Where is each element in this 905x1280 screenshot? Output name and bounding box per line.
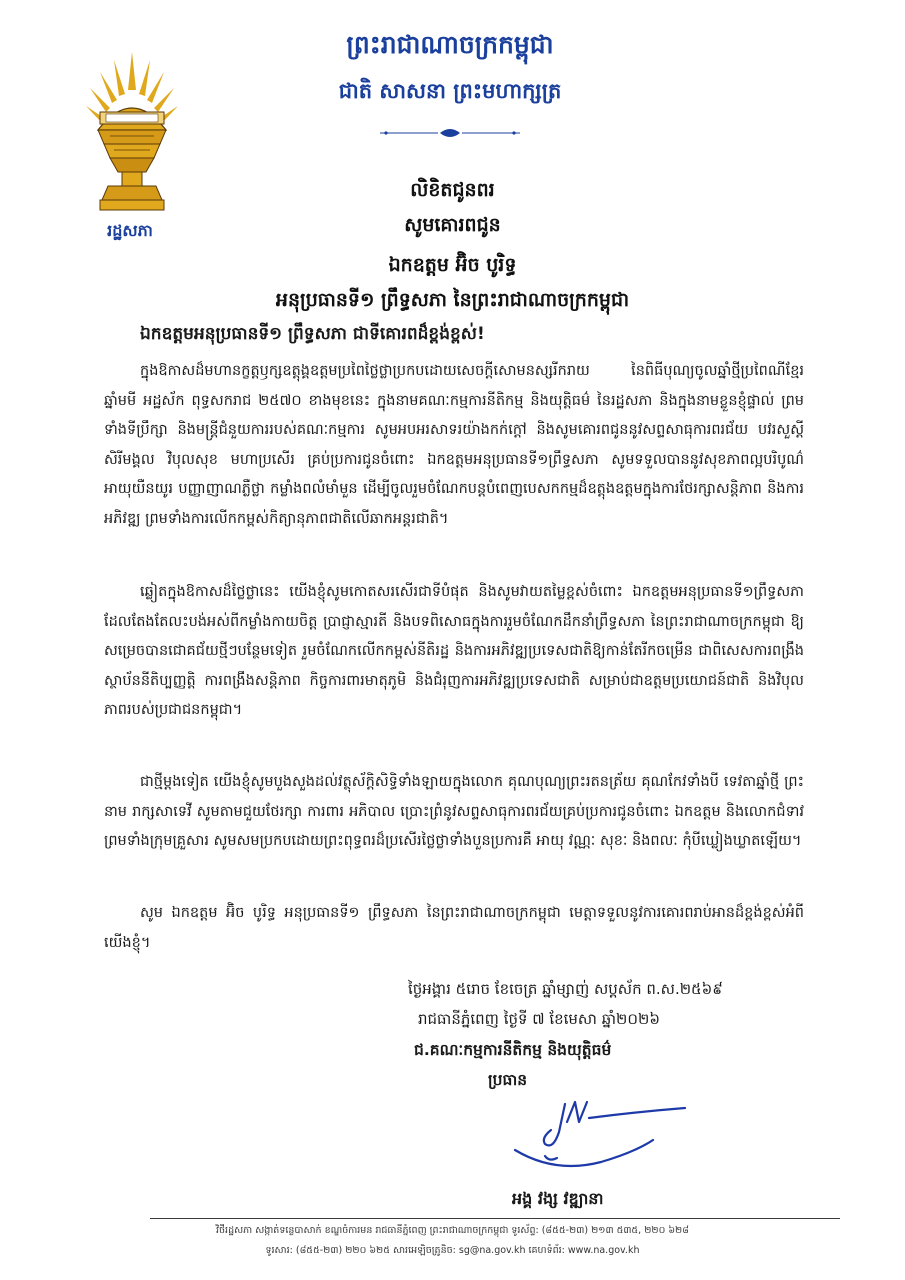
signer-role: ប្រធាន bbox=[488, 1071, 528, 1089]
kingdom-header: ព្រះរាជាណាចក្រកម្ពុជា bbox=[346, 30, 554, 59]
header-ornament-divider bbox=[378, 126, 522, 140]
emblem-caption: រដ្ឋសភា bbox=[107, 221, 153, 240]
body-paragraph-2: ឆ្លៀតក្នុងឱកាសដ៏ថ្លៃថ្លានេះ យើងខ្ញុំសូមកោតសរសើរជាទីបំផុត និងសូមវាយតម្លៃខ្ពស់ចំពោះ ឯកឧត្តមអនុប្រធានទី១ព្រឹទ្ធសភា ដែលតែងតែលះបង់អស់ពីកម្លាំងកាយចិត្ត ប្រាជ្ញាស្មារតី និងបទពិសោធក្នុងការរួមចំណែកដឹកនាំព្រឹទ្ធសភា នៃព្រះរាជាណាចក្រកម្ពុជា ឱ្យសម្រេចបានជោគជ័យថ្មីៗបន្ថែមទៀត រួមចំណែកលើកកម្ពស់នីតិរដ្ឋ និងការអភិវឌ្ឍប្រទេសជាតិឱ្យកាន់តែរីកចម្រើន ជាពិសេសការពង្រឹងស្ថាប័ននីតិប្បញ្ញត្តិ ការពង្រឹងសន្តិភាព កិច្ចការពារមាតុភូមិ និងជំរុញការអភិវឌ្ឍប្រទេសជាតិ សម្រាប់ជាឧត្តមប្រយោជន៍ជាតិ និងវិបុលភាពរបស់ប្រជាជនកម្ពុជា។ bbox=[104, 584, 804, 718]
body-paragraph-1: ក្នុងឱកាសដ៏មហានក្ខត្តឫក្សឧត្តុង្គឧត្តមប្រពៃថ្លៃថ្លាប្រកបដោយសេចក្តីសោមនស្សរីករាយ នៃពិធីបុណ្យចូលឆ្នាំថ្មីប្រពៃណីខ្មែរ ឆ្នាំមមី អដ្ឋស័ក ពុទ្ធសករាជ ២៥៧០ ខាងមុខនេះ ក្នុងនាមគណៈកម្មការនីតិកម្ម និងយុត្តិធម៌ នៃរដ្ឋសភា និងក្នុងនាមខ្លួនខ្ញុំផ្ទាល់ ព្រមទាំងទីប្រឹក្សា និងមន្ត្រីជំនួយការរបស់គណៈកម្មការ សូមអបអរសាទរយ៉ាងកក់ក្តៅ និងសូមគោរពជូននូវសព្ទសាធុការពរជ័យ បវរសួស្តី សិរីមង្គល វិបុលសុខ មហាប្រសើរ គ្រប់ប្រការជូនចំពោះ ឯកឧត្តមអនុប្រធានទី១ព្រឹទ្ធសភា សូមទទួលបាននូវសុខភាពល្អបរិបូណ៌ អាយុយឺនយូរ បញ្ញាញាណភ្លឺថ្លា កម្លាំងពលំមាំមួន ដើម្បីចូលរួមចំណែកបន្តបំពេញបេសកកម្មដ៏ឧត្តុងឧត្តមក្នុងការថែរក្សាសន្តិភាព និងការអភិវឌ្ឍ ព្រមទាំងការលើកកម្ពស់កិត្យានុភាពជាតិលើឆាកអន្តរជាតិ។ bbox=[104, 363, 804, 527]
letter-title: លិខិតជូនពរ bbox=[410, 179, 495, 201]
salutation: ឯកឧត្តមអនុប្រធានទី១ ព្រឹទ្ធសភា ជាទីគោរពដ៏ខ្ពង់ខ្ពស់! bbox=[140, 324, 485, 344]
committee-name: ជ.គណៈកម្មការនីតិកម្ម និងយុត្តិធម៌ bbox=[414, 1041, 612, 1059]
lunar-date: ថ្ងៃអង្គារ ៥រោច ខែចេត្រ ឆ្នាំម្សាញ់ សប្តស័ក ព.ស.២៥៦៩ bbox=[408, 980, 723, 998]
national-motto: ជាតិ សាសនា ព្រះមហាក្សត្រ bbox=[338, 79, 562, 103]
handwritten-signature bbox=[505, 1092, 695, 1184]
footer-contact: ទូរសារ: (៨៥៥-២៣) ២២០ ៦២៥ សារអេឡិចត្រូនិច: sg@na.gov.kh គេហទំព័រ: www.na.gov.kh bbox=[265, 1245, 640, 1256]
footer-divider bbox=[150, 1218, 840, 1219]
body-paragraph-4: សូម ឯកឧត្តម អ៊ិច បូរិទ្ធ អនុប្រធានទី១ ព្រឹទ្ធសភា នៃព្រះរាជាណាចក្រកម្ពុជា មេត្តាទទួលនូវការគោរពរាប់អានដ៏ខ្ពង់ខ្ពស់អំពីយើងខ្ញុំ។ bbox=[104, 905, 804, 951]
addressee-name: ឯកឧត្តម អ៊ិច បូរិទ្ធ bbox=[388, 254, 517, 276]
addressee-position: អនុប្រធានទី១ ព្រឹទ្ធសភា នៃព្រះរាជាណាចក្រកម្ពុជា bbox=[275, 289, 630, 311]
signer-name: អង្គ វង្ស វឌ្ឍានា bbox=[512, 1189, 604, 1208]
footer-address: វិថីរដ្ឋសភា សង្កាត់ទន្លេបាសាក់ ខណ្ឌចំការមន រាជធានីភ្នំពេញ ព្រះរាជាណាចក្រកម្ពុជា ទូរស័ព្ទ: (៨៥៥-២៣) ២១៣ ៥៣៥, ២២០ ៦២៨ bbox=[216, 1225, 689, 1236]
solar-date: រាជធានីភ្នំពេញ ថ្ងៃទី ៧ ខែមេសា ឆ្នាំ២០២៦ bbox=[418, 1010, 660, 1028]
addressee-intro: សូមគោរពជូន bbox=[404, 214, 501, 236]
body-paragraph-3: ជាថ្មីម្តងទៀត យើងខ្ញុំសូមបួងសួងដល់វត្ថុស័ក្តិសិទ្ធិទាំងឡាយក្នុងលោក គុណបុណ្យព្រះរតនត្រ័យ គុណកែវទាំងបី ទេវតាឆ្នាំថ្មី ព្រះនាម រាក្សសាទេវី សូមតាមជួយថែរក្សា ការពារ អភិបាល ប្រោះព្រំនូវសព្ទសាធុការពរជ័យគ្រប់ប្រការជូនចំពោះ ឯកឧត្តម និងលោកជំទាវ ព្រមទាំងក្រុមគ្រួសារ សូមសមប្រកបដោយព្រះពុទ្ធពរដ៏ប្រសើរថ្លៃថ្លាទាំងបួនប្រការគឺ អាយុ វណ្ណៈ សុខៈ និងពលៈ កុំបីឃ្លៀងឃ្លាតឡើយ។ bbox=[104, 774, 804, 849]
